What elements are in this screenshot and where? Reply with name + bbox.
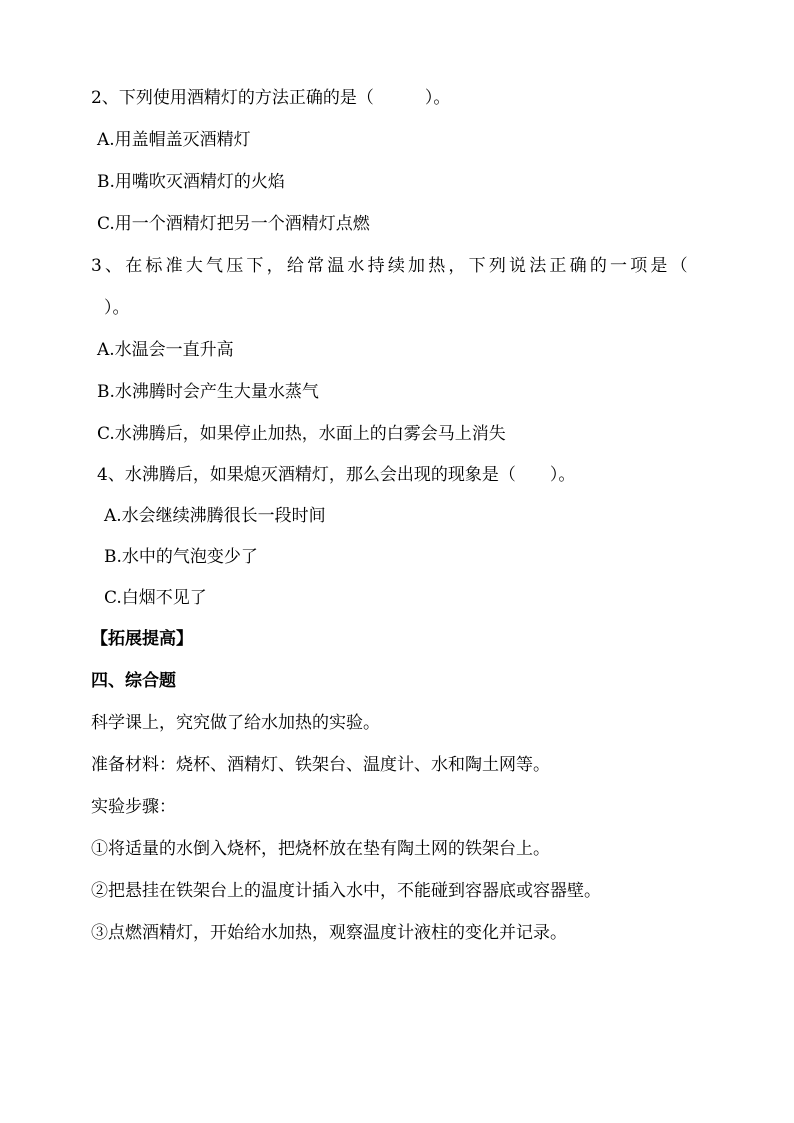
extension-heading: 【拓展提高】 [91, 629, 193, 649]
experiment-step-3: ③点燃酒精灯，开始给水加热，观察温度计液柱的变化并记录。 [91, 923, 567, 943]
question-3-stem-line-2: ）。 [104, 298, 130, 318]
question-3-option-a: A.水温会一直升高 [97, 340, 234, 360]
question-4-stem: 4、水沸腾后，如果熄灭酒精灯，那么会出现的现象是（ ）。 [97, 465, 576, 485]
experiment-intro: 科学课上，究究做了给水加热的实验。 [91, 713, 380, 733]
experiment-materials: 准备材料：烧杯、酒精灯、铁架台、温度计、水和陶土网等。 [91, 755, 550, 775]
question-3-stem-line-1: 3、在标准大气压下，给常温水持续加热，下列说法正确的一项是（ [91, 256, 691, 276]
question-2-option-b: B.用嘴吹灭酒精灯的火焰 [97, 172, 285, 192]
question-4-option-c: C.白烟不见了 [104, 588, 207, 608]
experiment-step-2: ②把悬挂在铁架台上的温度计插入水中，不能碰到容器底或容器壁。 [91, 881, 601, 901]
question-2-stem: 2、下列使用酒精灯的方法正确的是（ ）。 [91, 88, 451, 108]
question-2-option-c: C.用一个酒精灯把另一个酒精灯点燃 [97, 214, 370, 234]
question-4-option-a: A.水会继续沸腾很长一段时间 [104, 506, 326, 526]
question-3-option-c: C.水沸腾后，如果停止加热，水面上的白雾会马上消失 [97, 424, 506, 444]
experiment-step-1: ①将适量的水倒入烧杯，把烧杯放在垫有陶土网的铁架台上。 [91, 839, 550, 859]
section-four-heading: 四、综合题 [91, 671, 176, 691]
question-4-option-b: B.水中的气泡变少了 [104, 547, 258, 567]
question-2-option-a: A.用盖帽盖灭酒精灯 [97, 130, 251, 150]
experiment-steps-label: 实验步骤： [91, 797, 176, 817]
question-3-option-b: B.水沸腾时会产生大量水蒸气 [97, 382, 319, 402]
